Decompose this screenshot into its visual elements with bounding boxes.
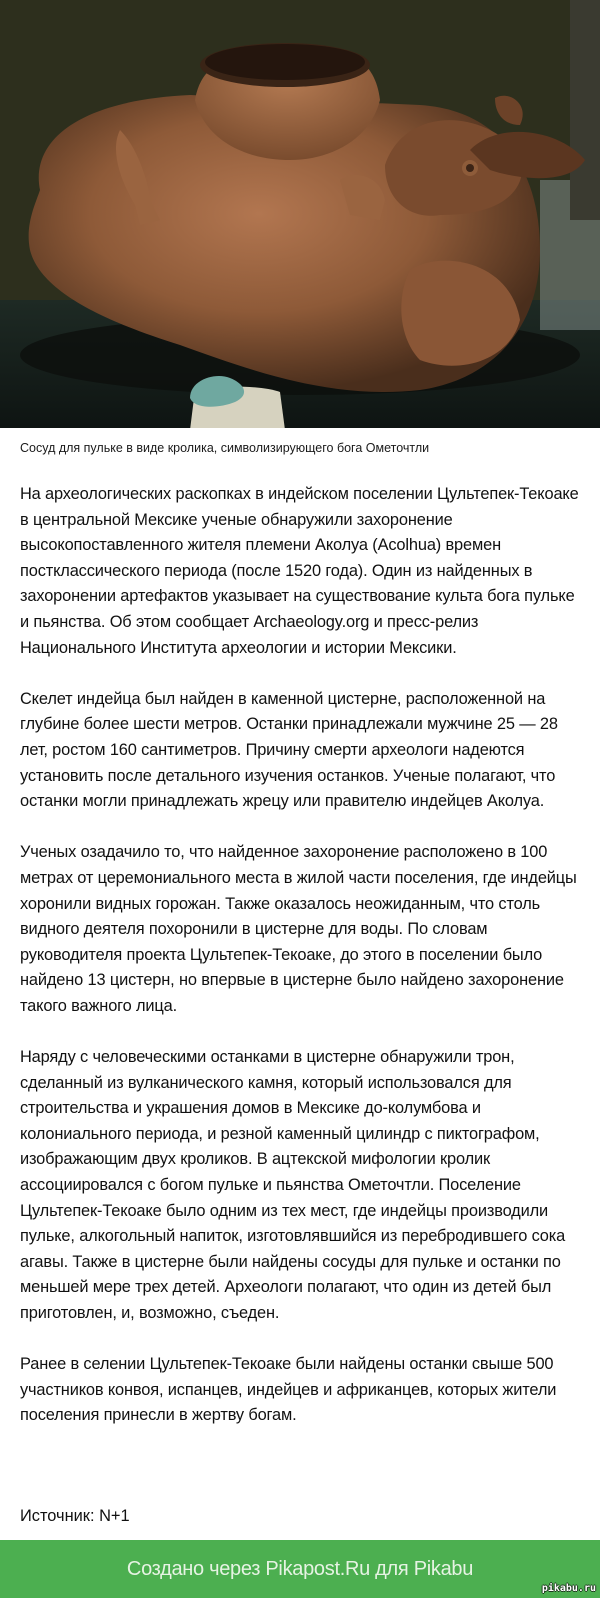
rabbit-vessel-photo: [0, 0, 600, 428]
article-paragraph: Ранее в селении Цультепек-Текоаке были найдены останки свыше 500 участников конвоя, испанцев, индейцев и африканцев, которых жители поселения принесли в жертву богам.: [20, 1355, 557, 1425]
article-paragraph: Наряду с человеческими останками в цистерне обнаружили трон, сделанный из вулканического камня, который использовался для строительства и украшения домов в Мексике до-колумбова и колониального периода, и резной каменный цилиндр с пиктографом, изображающим двух кроликов. В ацтекской мифологии кролик ассоциировался с богом пульке и пьянства Ометочтли. Поселение Цультепек-Текоаке было одним из тех мест, где индейцы производили пульке, алкогольный напиток, изготовлявшийся из перебродившего сока агавы. Также в цистерне были найдены сосуды для пульке и останки по меньшей мере трех детей. Археологи полагают, что один из детей был приготовлен, и, возможно, съеден.: [20, 1048, 566, 1322]
rabbit-vessel-illustration: [0, 0, 600, 428]
footer-text: Создано через Pikapost.Ru для Pikabu: [126, 1558, 474, 1580]
source-attribution: Источник: N+1: [20, 1507, 130, 1525]
article-paragraph: На археологических раскопках в индейском поселении Цультепек-Текоаке в центральной Мексике ученые обнаружили захоронение высокопоставленного жителя племени Аколуа (Acolhua) времен постклассического периода (после 1520 года). Один из найденных в захоронении артефактов указывает на существование культа бога пульке и пьянства. Об этом сообщает Archaeology.org и пресс-релиз Национального Института археологии и истории Мексики.: [20, 485, 579, 657]
pikapost-footer-banner: [0, 1540, 600, 1598]
article-body: [20, 482, 586, 1455]
pikabu-watermark: pikabu.ru: [541, 1583, 596, 1594]
article-paragraph: Ученых озадачило то, что найденное захоронение расположено в 100 метрах от церемониального места в жилой части поселения, где индейцы хоронили видных горожан. Также оказалось неожиданным, что столь видного деятеля похоронили в цистерне для воды. По словам руководителя проекта Цультепек-Текоаке, до этого в поселении было найдено 13 цистерн, но впервые в цистерне было найдено захоронение такого важного лица.: [20, 843, 577, 1015]
photo-caption: Сосуд для пульке в виде кролика, символизирующего бога Ометочтли: [20, 441, 430, 455]
article-paragraph: Скелет индейца был найден в каменной цистерне, расположенной на глубине более шести метров. Останки принадлежали мужчине 25 — 28 лет, ростом 160 сантиметров. Причину смерти археологи надеются установить после детального изучения останков. Ученые полагают, что останки могли принадлежать жрецу или правителю индейцев Аколуа.: [20, 689, 558, 811]
